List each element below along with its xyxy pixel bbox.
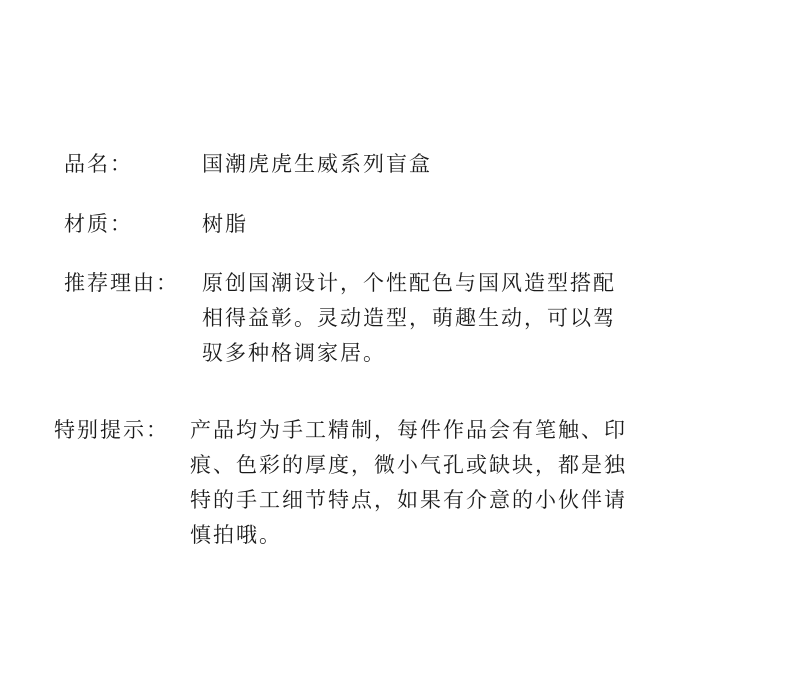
notice-line: 产品均为手工精制，每件作品会有笔触、印	[190, 418, 627, 442]
notice-line: 痕、色彩的厚度，微小气孔或缺块，都是独	[190, 453, 627, 477]
reason-line: 驭多种格调家居。	[202, 341, 386, 365]
product-name-label: 品名：	[64, 152, 133, 176]
notice-line: 慎拍哦。	[190, 523, 282, 547]
recommendation-reason-text	[202, 266, 616, 371]
special-notice-text	[190, 413, 627, 553]
special-notice-label: 特别提示：	[54, 418, 169, 442]
reason-line: 相得益彰。灵动造型，萌趣生动，可以驾	[202, 306, 616, 330]
material-label: 材质：	[64, 212, 133, 236]
reason-line: 原创国潮设计，个性配色与国风造型搭配	[202, 271, 616, 295]
material-value: 树脂	[202, 212, 248, 236]
notice-line: 特的手工细节特点，如果有介意的小伙伴请	[190, 488, 627, 512]
product-name-value: 国潮虎虎生威系列盲盒	[202, 152, 432, 176]
recommendation-reason-label: 推荐理由：	[64, 271, 179, 295]
